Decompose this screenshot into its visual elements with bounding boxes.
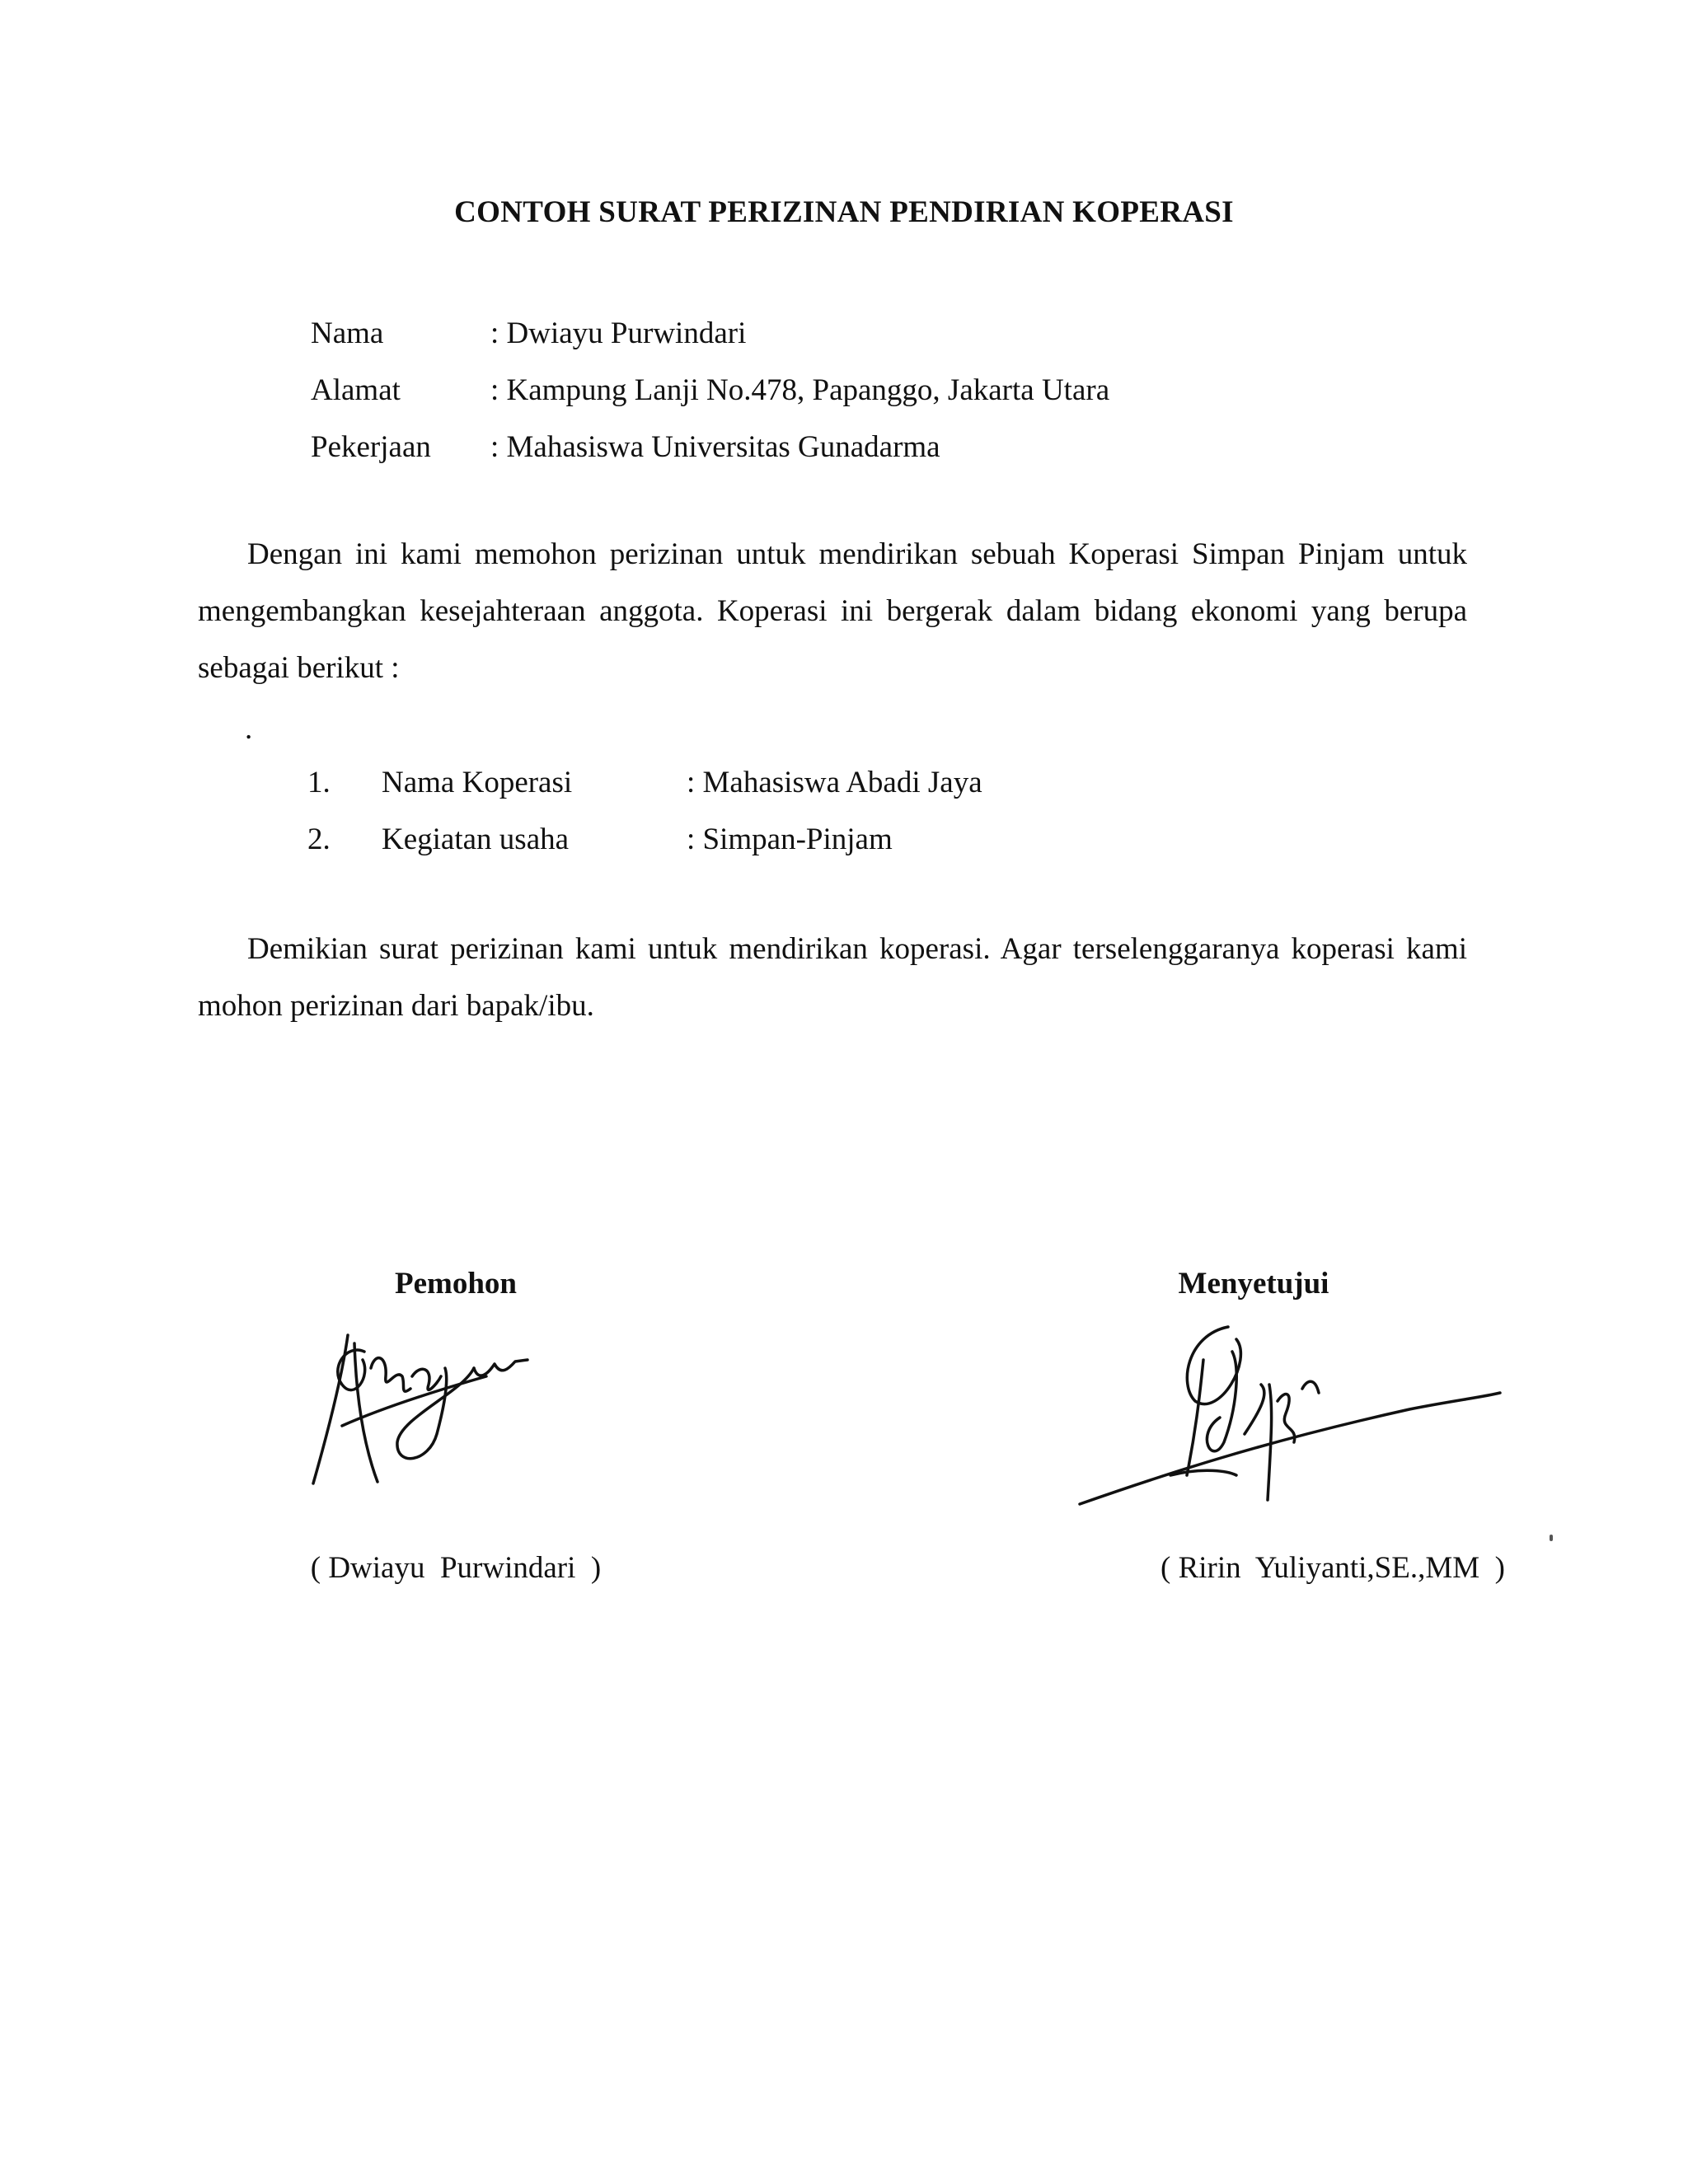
applicant-heading: Pemohon <box>395 1267 517 1301</box>
scan-speck <box>1550 1535 1553 1541</box>
identity-label: Alamat <box>311 373 401 407</box>
list-item-number: 1. <box>307 766 331 799</box>
list-item-value: : Simpan-Pinjam <box>687 823 893 856</box>
identity-value: : Dwiayu Purwindari <box>490 316 747 350</box>
identity-label: Pekerjaan <box>311 430 431 464</box>
body-paragraph-closing: Demikian surat perizinan kami untuk mendirikan koperasi. Agar terselenggaranya koperasi kami mohon perizinan dari bapak/ibu. <box>198 932 1467 1023</box>
body-paragraph-request: Dengan ini kami memohon perizinan untuk mendirikan sebuah Koperasi Simpan Pinjam untuk mengembangkan kesejahteraan anggota. Koperasi ini bergerak dalam bidang ekonomi yang berupa sebagai berikut : <box>198 537 1467 685</box>
list-item-label: Nama Koperasi <box>382 766 573 799</box>
identity-value: : Mahasiswa Universitas Gunadarma <box>490 430 940 464</box>
approver-signature-image <box>1063 1310 1558 1558</box>
approver-name: ( Ririn Yuliyanti,SE.,MM ) <box>1160 1551 1505 1585</box>
approver-heading: Menyetujui <box>1178 1267 1329 1301</box>
list-item-value: : Mahasiswa Abadi Jaya <box>687 766 982 799</box>
list-item-label: Kegiatan usaha <box>382 823 570 856</box>
stray-dot: . <box>245 712 253 746</box>
identity-label: Nama <box>311 316 384 350</box>
letter-title: CONTOH SURAT PERIZINAN PENDIRIAN KOPERASI <box>454 195 1234 229</box>
identity-value: : Kampung Lanji No.478, Papanggo, Jakarta Utara <box>490 373 1110 407</box>
applicant-signature-image <box>297 1319 577 1516</box>
applicant-name: ( Dwiayu Purwindari ) <box>310 1551 602 1585</box>
list-item-number: 2. <box>307 823 331 856</box>
